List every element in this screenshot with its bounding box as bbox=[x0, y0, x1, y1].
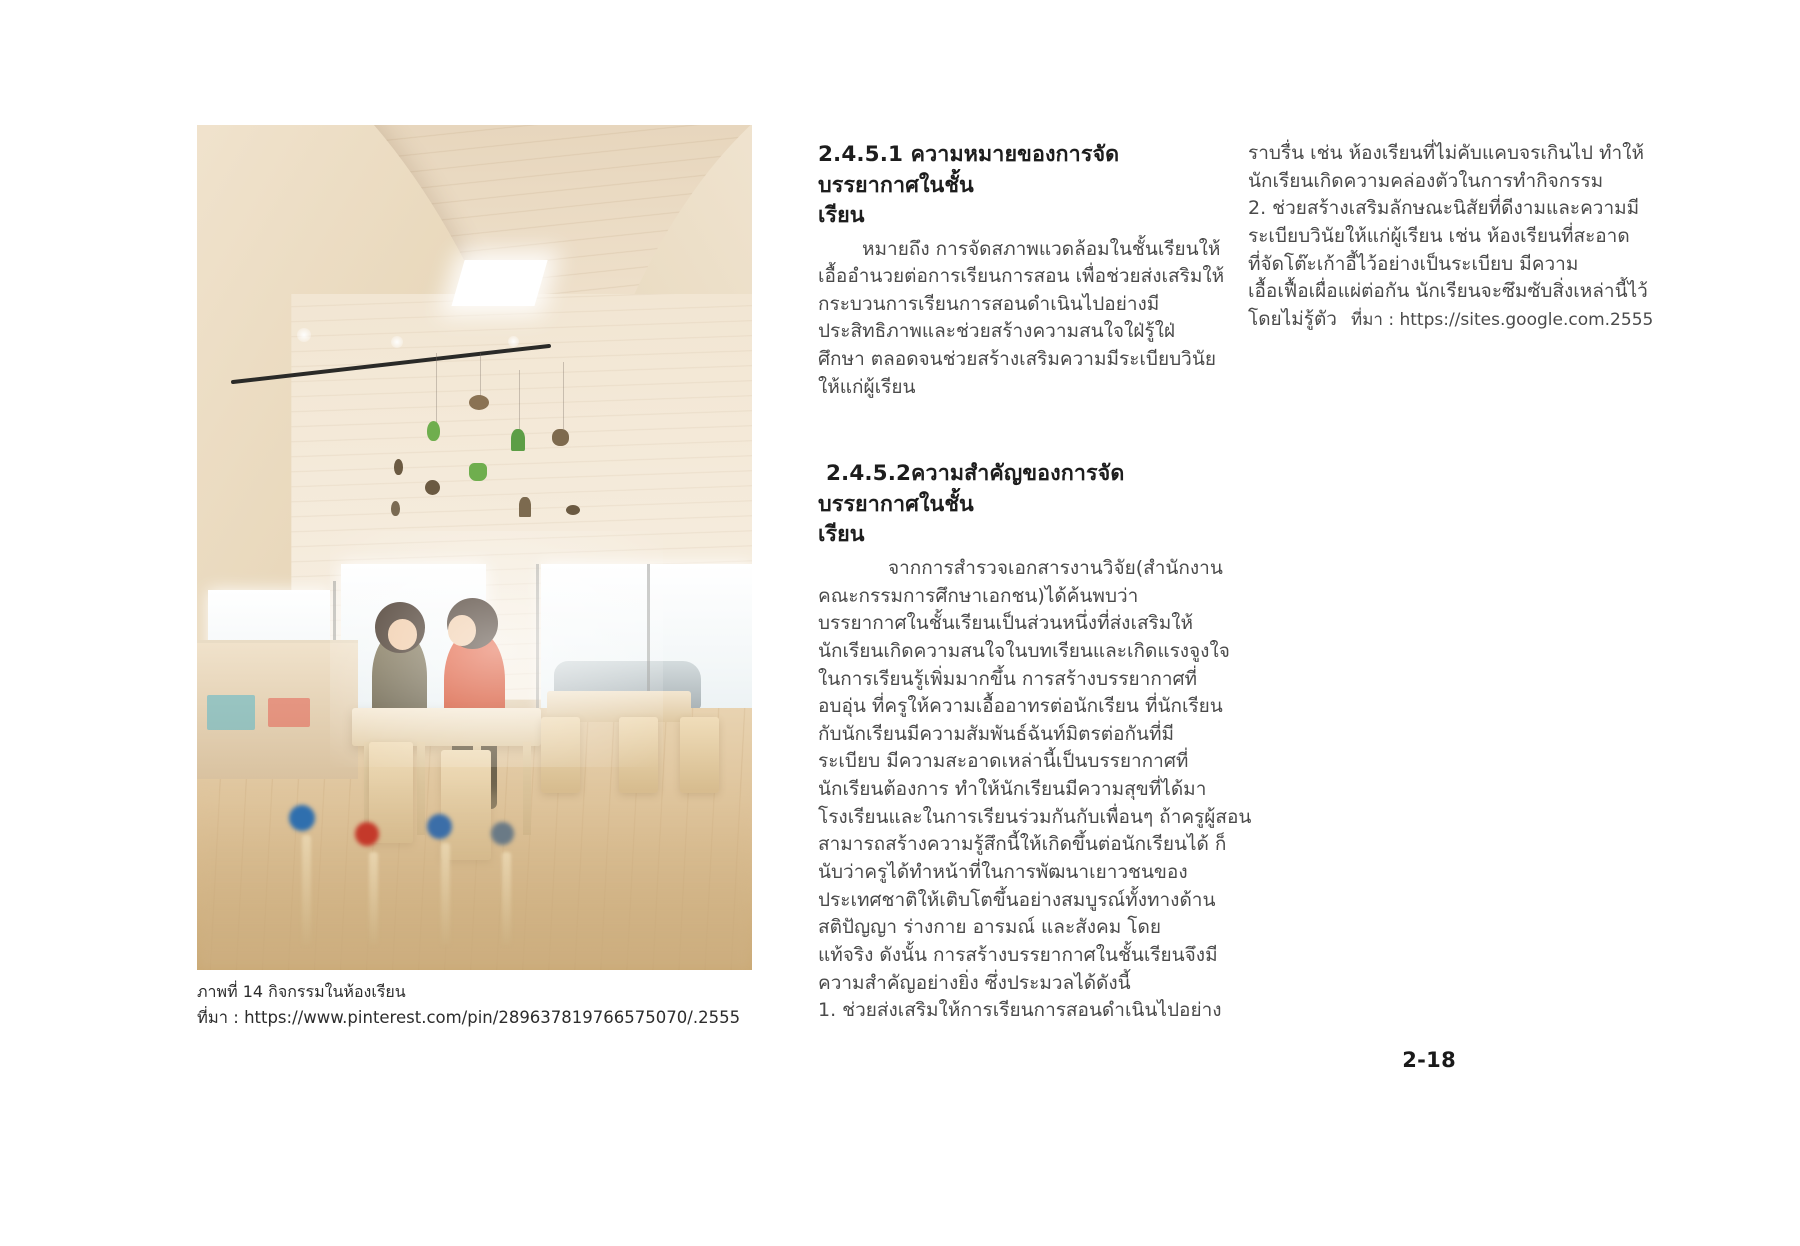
paragraph-line: นักเรียนต้องการ ทำให้นักเรียนมีความสุขที่ได้มา bbox=[818, 778, 1207, 801]
paragraph-line: ราบรื่น เช่น ห้องเรียนที่ไม่คับแคบจรเกินไป ทำให้ bbox=[1248, 142, 1644, 164]
photo-chair bbox=[541, 717, 580, 793]
heading-2-4-5-2-line2: เรียน bbox=[818, 522, 865, 548]
photo-mobile-string bbox=[436, 353, 437, 429]
photo-chair bbox=[680, 717, 719, 793]
paragraph-line: อบอุ่น ที่ครูให้ความเอื้ออาทรต่อนักเรียน ที่นักเรียน bbox=[818, 695, 1223, 718]
figure-caption-label: ภาพที่ 14 กิจกรรมในห้องเรียน bbox=[197, 982, 406, 1001]
photo-mobile-string bbox=[519, 370, 520, 429]
paragraph-line: หมายถึง การจัดสภาพแวดล้อมในชั้นเรียนให้ bbox=[862, 237, 1221, 260]
paragraph-line: ประสิทธิภาพและช่วยสร้างความสนใจใฝ่รู้ใฝ่ bbox=[818, 320, 1176, 343]
photo-skylight bbox=[451, 260, 548, 306]
paragraph-line: แท้จริง ดังนั้น การสร้างบรรยากาศในชั้นเรียนจึงมี bbox=[818, 943, 1218, 966]
paragraph-line: บรรยากาศในชั้นเรียนเป็นส่วนหนึ่งที่ส่งเสริมให้ bbox=[818, 612, 1194, 635]
photo-mobile-tree bbox=[519, 497, 531, 517]
photo-toy-ring bbox=[289, 805, 315, 831]
paragraph-line: จากการสำรวจเอกสารงานวิจัย(สำนักงาน bbox=[888, 556, 1223, 579]
figure-caption bbox=[197, 980, 817, 1030]
photo-mobile-leaf bbox=[394, 459, 403, 475]
figure-caption-source: ที่มา : https://www.pinterest.com/pin/289637819766575070/.2555 bbox=[197, 1007, 741, 1027]
paragraph-line: 2. ช่วยสร้างเสริมลักษณะนิสัยที่ดีงามและความมี bbox=[1248, 197, 1640, 220]
photo-mobile-tree bbox=[511, 429, 525, 451]
photo-toy-post bbox=[302, 835, 311, 945]
paragraph-line: กระบวนการเรียนการสอนดำเนินไปอย่างมี bbox=[818, 292, 1160, 315]
photo-toy-post bbox=[441, 843, 450, 944]
photo-chair bbox=[619, 717, 658, 793]
photo-toy-post bbox=[502, 852, 511, 945]
paragraph-line: ความสำคัญอย่างยิ่ง ซึ่งประมวลได้ดังนี้ bbox=[818, 971, 1131, 994]
heading-2-4-5-2-line1: 2.4.5.2ความสำคัญของการจัดบรรยากาศในชั้น bbox=[818, 461, 1125, 517]
page-number: 2-18 bbox=[1402, 1048, 1456, 1072]
paragraph-line: กับนักเรียนมีความสัมพันธ์ฉันท์มิตรต่อกันที่มี bbox=[818, 722, 1175, 745]
photo-mobile-hand bbox=[469, 463, 487, 481]
text-column-1 bbox=[818, 140, 1252, 1025]
paragraph-line: นักเรียนเกิดความสนใจในบทเรียนและเกิดแรงจูงใจ bbox=[818, 639, 1230, 662]
photo-ceiling-light bbox=[297, 328, 311, 342]
paragraph-importance-continued bbox=[1248, 140, 1654, 333]
section-spacer bbox=[818, 401, 1210, 459]
photo-mobile-string bbox=[563, 362, 564, 430]
paragraph-line: สามารถสร้างความรู้สึกนี้ให้เกิดขึ้นต่อนักเรียนได้ ก็ bbox=[818, 833, 1227, 856]
paragraph-line: โรงเรียนและในการเรียนร่วมกันกับเพื่อนๆ ถ้าครูผู้สอน bbox=[818, 805, 1252, 828]
heading-2-4-5-2 bbox=[818, 459, 1210, 551]
photo-toy-post bbox=[369, 852, 378, 945]
photo-foreground-blur bbox=[197, 793, 752, 970]
paragraph-line: 1. ช่วยส่งเสริมให้การเรียนการสอนดำเนินไปอย่าง bbox=[818, 999, 1222, 1022]
paragraph-line-with-source bbox=[1248, 306, 1654, 334]
paragraph-line: คณะกรรมการศึกษาเอกชน)ได้ค้นพบว่า bbox=[818, 584, 1139, 607]
paragraph-importance bbox=[818, 555, 1252, 1025]
paragraph-meaning bbox=[818, 236, 1225, 402]
text-column-2 bbox=[1248, 140, 1654, 333]
paragraph-line-text: โดยไม่รู้ตัว bbox=[1248, 307, 1337, 330]
paragraph-line: เอื้อเฟื้อเผื่อแผ่ต่อกัน นักเรียนจะซึมซับสิ่งเหล่านี้ไว้ bbox=[1248, 280, 1648, 303]
paragraph-line: สติปัญญา ร่างกาย อารมณ์ และสังคม โดย bbox=[818, 916, 1161, 939]
paragraph-line: ประเทศชาติให้เติบโตขึ้นอย่างสมบูรณ์ทั้งทางด้าน bbox=[818, 888, 1216, 911]
photo-child-right-face bbox=[448, 615, 476, 645]
heading-2-4-5-1-line2: เรียน bbox=[818, 203, 865, 229]
photo-canvas bbox=[197, 125, 752, 970]
photo-storage-shelf bbox=[197, 640, 358, 778]
photo-activity-table bbox=[352, 708, 541, 746]
photo-mobile-leaf bbox=[391, 501, 400, 516]
paragraph-line: ให้แก่ผู้เรียน bbox=[818, 375, 916, 398]
paragraph-line: ในการเรียนรู้เพิ่มมากขึ้น การสร้างบรรยากาศที่ bbox=[818, 667, 1198, 690]
heading-2-4-5-1 bbox=[818, 140, 1210, 232]
source-citation: ที่มา : https://sites.google.com.2555 bbox=[1350, 309, 1654, 330]
figure-classroom-photo bbox=[197, 125, 752, 970]
photo-mobile-shape bbox=[552, 429, 569, 446]
photo-child-left-face bbox=[388, 619, 417, 649]
paragraph-line: ระเบียบวินัยให้แก่ผู้เรียน เช่น ห้องเรียนที่สะอาด bbox=[1248, 224, 1630, 247]
paragraph-line: นับว่าครูได้ทำหน้าที่ในการพัฒนาเยาวชนของ bbox=[818, 860, 1188, 883]
paragraph-line: ที่จัดโต๊ะเก้าอี้ไว้อย่างเป็นระเบียบ มีความ bbox=[1248, 252, 1579, 275]
paragraph-line: เอื้ออำนวยต่อการเรียนการสอน เพื่อช่วยส่งเสริมให้ bbox=[818, 265, 1225, 288]
photo-ceiling-light bbox=[508, 336, 519, 347]
photo-toy-ring bbox=[427, 814, 452, 839]
heading-2-4-5-1-line1: 2.4.5.1 ความหมายของการจัดบรรยากาศในชั้น bbox=[818, 142, 1120, 198]
paragraph-line: ระเบียบ มีความสะอาดเหล่านี้เป็นบรรยากาศที่ bbox=[818, 750, 1189, 773]
photo-mobile-shape bbox=[425, 480, 440, 495]
paragraph-line: นักเรียนเกิดความคล่องตัวในการทำกิจกรรม bbox=[1248, 169, 1604, 192]
paragraph-line: ศึกษา ตลอดจนช่วยสร้างเสริมความมีระเบียบวินัย bbox=[818, 348, 1216, 371]
photo-mobile-leaf bbox=[427, 421, 440, 441]
